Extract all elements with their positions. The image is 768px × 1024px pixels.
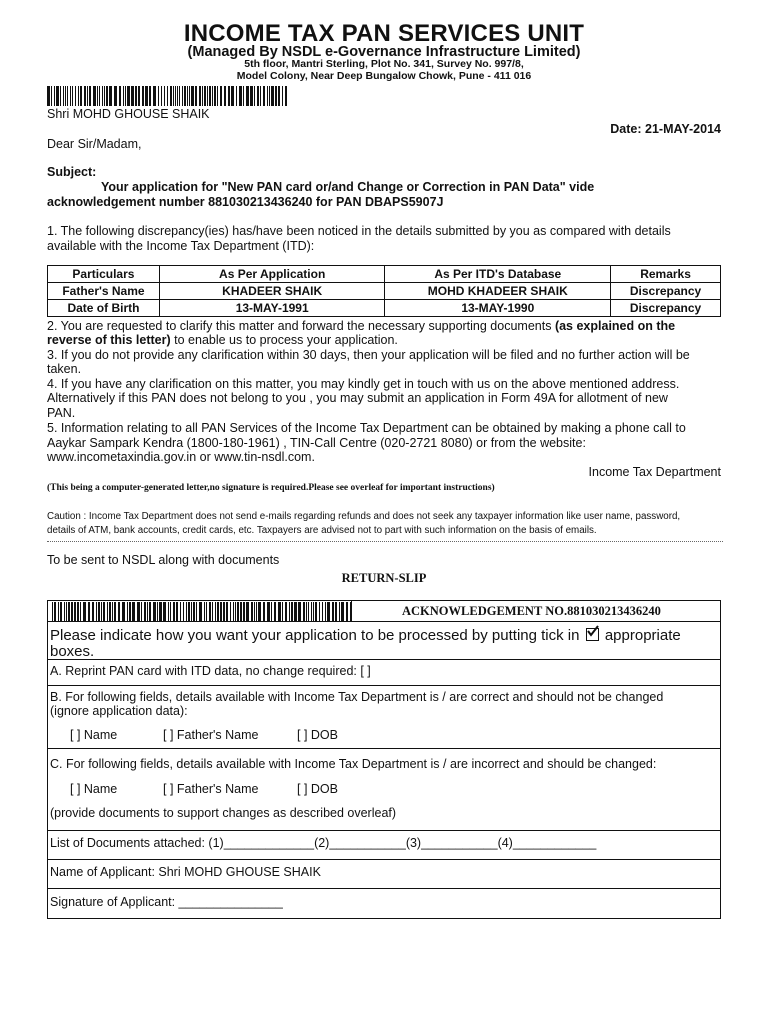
column-header: Particulars — [48, 266, 160, 283]
para2-text: 2. You are requested to clarify this matter and forward the necessary supporting documents — [47, 319, 555, 333]
documents-row[interactable] — [47, 830, 721, 860]
option-b-row — [47, 685, 721, 749]
table-cell: 13-MAY-1990 — [385, 300, 611, 317]
discrepancy-table — [47, 265, 721, 317]
option-c-dob-checkbox[interactable]: [ ] DOB — [297, 782, 338, 796]
header-subtitle: (Managed By NSDL e-Governance Infrastructure Limited) — [187, 44, 581, 60]
salutation: Dear Sir/Madam, — [47, 137, 142, 151]
para5-line1: 5. Information relating to all PAN Services of the Income Tax Department can be obtained by making a phone call to — [47, 421, 686, 435]
para5-line3: www.incometaxindia.gov.in or www.tin-nsdl.com. — [47, 450, 315, 464]
cut-line — [47, 541, 723, 542]
applicant-name: Name of Applicant: Shri MOHD GHOUSE SHAIK — [50, 865, 321, 879]
letter-date: Date: 21-MAY-2014 — [610, 122, 721, 136]
applicant-name-row — [47, 859, 721, 889]
para2-line2 — [47, 333, 398, 348]
send-note: To be sent to NSDL along with documents — [47, 553, 280, 567]
column-header: As Per ITD's Database — [385, 266, 611, 283]
instruction-row — [47, 621, 721, 660]
table-cell: Discrepancy — [611, 283, 721, 300]
acknowledgement-number: ACKNOWLEDGEMENT NO.881030213436240 — [402, 604, 661, 618]
caution-line1: Caution : Income Tax Department does not send e-mails regarding refunds and does not seek any taxpayer information like user name, password, — [47, 511, 681, 522]
option-c-father-checkbox[interactable]: [ ] Father's Name — [163, 782, 259, 796]
para4-line1: 4. If you have any clarification on this matter, you may kindly get in touch with us on the above mentioned address. — [47, 377, 680, 391]
para1-line2: available with the Income Tax Department (ITD): — [47, 239, 315, 253]
column-header: Remarks — [611, 266, 721, 283]
instruction-part3: boxes. — [50, 643, 95, 660]
documents-attached: List of Documents attached: (1)_____________(2)___________(3)___________(4)____________ — [50, 836, 597, 850]
para3-line1: 3. If you do not provide any clarification within 30 days, then your application will be filed and no further action will be — [47, 348, 690, 362]
table-cell: 13-MAY-1991 — [159, 300, 385, 317]
instruction-text — [50, 627, 681, 644]
subject-line1: Your application for "New PAN card or/and Change or Correction in PAN Data" vide — [101, 180, 595, 194]
caution-line2: details of ATM, bank accounts, credit cards, etc. Taxpayers are advised not to part with such information on the basis of emails. — [47, 525, 597, 536]
para2-line1 — [47, 319, 675, 334]
sign-off: Income Tax Department — [588, 465, 721, 479]
table-cell: MOHD KHADEER SHAIK — [385, 283, 611, 300]
subject-line2: acknowledgement number 881030213436240 for PAN DBAPS5907J — [47, 195, 444, 209]
applicant-signature: Signature of Applicant: _______________ — [50, 895, 283, 909]
para2-text-2: to enable us to process your application. — [170, 333, 398, 347]
instruction-part2: appropriate — [604, 627, 681, 644]
checkbox-tick-icon — [586, 628, 599, 641]
table-cell: KHADEER SHAIK — [159, 283, 385, 300]
table-row — [48, 300, 721, 317]
para2-bold: (as explained on the — [554, 319, 676, 333]
return-slip-title: RETURN-SLIP — [341, 571, 427, 585]
subject-label: Subject: — [47, 165, 97, 179]
option-b-father-checkbox[interactable]: [ ] Father's Name — [163, 728, 259, 742]
table-cell: Father's Name — [48, 283, 160, 300]
option-b-name-checkbox[interactable]: [ ] Name — [70, 728, 118, 742]
table-cell: Date of Birth — [48, 300, 160, 317]
option-a-text: A. Reprint PAN card with ITD data, no change required: [ ] — [50, 664, 371, 678]
header-address-line1: 5th floor, Mantri Sterling, Plot No. 341, Survey No. 997/8, — [244, 58, 524, 70]
option-a-row[interactable] — [47, 659, 721, 686]
option-c-line1: C. For following fields, details available with Income Tax Department is / are incorrect and should be changed: — [50, 757, 657, 771]
para2-bold-2: reverse of this letter) — [47, 333, 171, 347]
para1-line1: 1. The following discrepancy(ies) has/have been noticed in the details submitted by you as compared with details — [47, 224, 671, 238]
para4-line2: Alternatively if this PAN does not belong to you , you may submit an application in Form 49A for allotment of new — [47, 391, 668, 405]
para4-line3: PAN. — [47, 406, 76, 420]
option-b-line1: B. For following fields, details available with Income Tax Department is / are correct and should not be changed — [50, 690, 664, 704]
column-header: As Per Application — [159, 266, 385, 283]
para3-line2: taken. — [47, 362, 82, 376]
option-b-dob-checkbox[interactable]: [ ] DOB — [297, 728, 338, 742]
header-title: INCOME TAX PAN SERVICES UNIT — [183, 20, 585, 47]
para5-line2: Aaykar Sampark Kendra (1800-180-1961) , TIN-Call Centre (020-2721 8080) or from the website: — [47, 436, 586, 450]
table-cell: Discrepancy — [611, 300, 721, 317]
instruction-part1: Please indicate how you want your application to be processed by putting tick in — [50, 627, 580, 644]
option-c-name-checkbox[interactable]: [ ] Name — [70, 782, 118, 796]
table-row — [48, 283, 721, 300]
option-c-row — [47, 748, 721, 831]
computer-generated-note: (This being a computer-generated letter,no signature is required.Please see overleaf for important instructions) — [47, 483, 495, 493]
option-b-line2: (ignore application data): — [50, 704, 188, 718]
option-c-note: (provide documents to support changes as described overleaf) — [50, 806, 397, 820]
barcode-top — [47, 86, 287, 106]
header-address-line2: Model Colony, Near Deep Bungalow Chowk, Pune - 411 016 — [236, 70, 532, 82]
addressee: Shri MOHD GHOUSE SHAIK — [47, 107, 210, 121]
table-header-row — [48, 266, 721, 283]
signature-row[interactable] — [47, 888, 721, 919]
ack-row — [47, 600, 721, 622]
ack-divider — [351, 601, 352, 621]
barcode-slip — [52, 602, 352, 621]
